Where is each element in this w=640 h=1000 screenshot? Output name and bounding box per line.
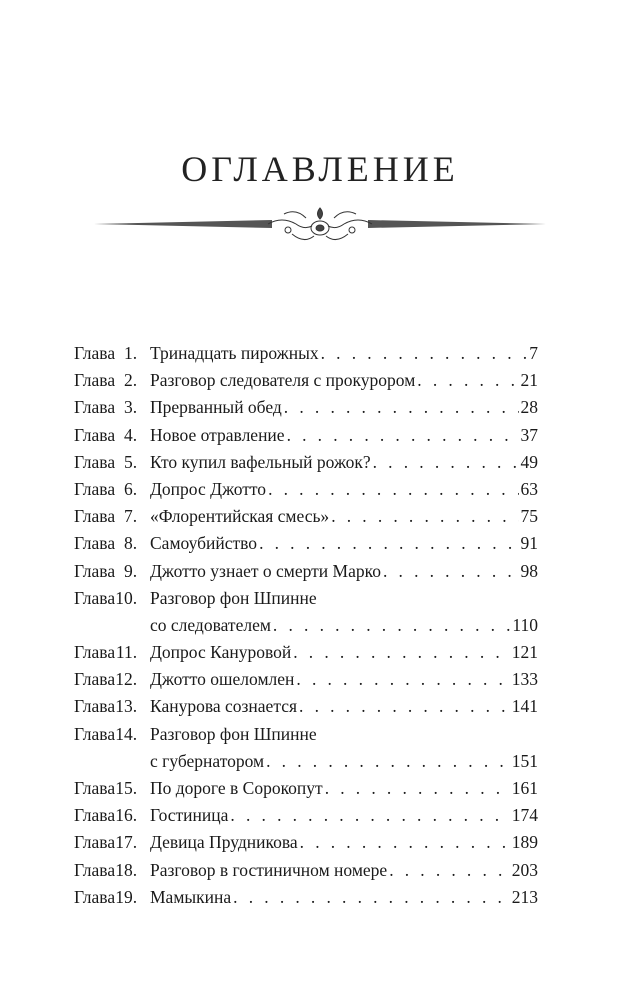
dot-leader bbox=[273, 612, 510, 639]
chapter-word: Глава bbox=[74, 424, 116, 445]
page-number: 7 bbox=[529, 343, 538, 363]
chapter-number: 8. bbox=[123, 533, 138, 554]
chapter-word: Глава bbox=[74, 642, 116, 663]
chapter-title: Новое отравление bbox=[150, 424, 285, 445]
toc-entry[interactable] bbox=[74, 530, 538, 557]
chapter-number: 17. bbox=[115, 832, 138, 853]
chapter-title: Джотто узнает о смерти Марко bbox=[150, 560, 381, 581]
chapter-number: 9. bbox=[123, 560, 138, 581]
chapter-title-line2: со следователем bbox=[150, 614, 271, 635]
chapter-number: 11. bbox=[115, 642, 138, 663]
chapter-number: 7. bbox=[123, 506, 138, 527]
toc-entry[interactable] bbox=[74, 802, 538, 829]
page-number: 28 bbox=[520, 397, 538, 418]
chapter-label bbox=[74, 340, 150, 367]
chapter-label bbox=[74, 802, 150, 829]
chapter-number: 14. bbox=[115, 723, 138, 744]
chapter-number: 13. bbox=[115, 696, 138, 717]
page-number: 213 bbox=[511, 886, 538, 907]
chapter-word: Глава bbox=[74, 506, 116, 527]
page-number: 63 bbox=[520, 478, 538, 499]
toc-entry[interactable] bbox=[74, 721, 538, 748]
chapter-label bbox=[74, 367, 150, 394]
chapter-label bbox=[74, 775, 150, 802]
dot-leader bbox=[284, 394, 519, 421]
chapter-word: Глава bbox=[74, 696, 116, 717]
chapter-label bbox=[74, 422, 150, 449]
chapter-title: Девица Прудникова bbox=[150, 832, 298, 853]
page-number: 121 bbox=[511, 642, 538, 663]
chapter-title: Мамыкина bbox=[150, 886, 232, 907]
dot-leader bbox=[266, 748, 510, 775]
dot-leader bbox=[293, 639, 510, 666]
dot-leader bbox=[230, 802, 509, 829]
page-number: 21 bbox=[520, 370, 538, 391]
chapter-word: Глава bbox=[74, 343, 116, 363]
chapter-title: Разговор следователя с прокурором bbox=[150, 370, 416, 391]
chapter-title: Разговор в гостиничном номере bbox=[150, 859, 388, 880]
chapter-number: 19. bbox=[115, 886, 138, 907]
chapter-word: Глава bbox=[74, 397, 116, 418]
table-of-contents bbox=[74, 340, 538, 911]
toc-entry[interactable] bbox=[74, 829, 538, 856]
toc-entry[interactable] bbox=[74, 394, 538, 421]
toc-entry-continuation[interactable] bbox=[74, 612, 538, 639]
toc-entry[interactable] bbox=[74, 367, 538, 394]
toc-entry[interactable] bbox=[74, 476, 538, 503]
dot-leader bbox=[299, 693, 510, 720]
dot-leader bbox=[321, 340, 528, 367]
page-number: 49 bbox=[520, 451, 538, 472]
toc-entry[interactable] bbox=[74, 449, 538, 476]
toc-entry[interactable] bbox=[74, 884, 538, 911]
toc-entry[interactable] bbox=[74, 639, 538, 666]
chapter-label bbox=[74, 394, 150, 421]
chapter-label bbox=[74, 884, 150, 911]
dot-leader bbox=[259, 530, 518, 557]
chapter-label bbox=[74, 666, 150, 693]
chapter-label bbox=[74, 829, 150, 856]
chapter-label bbox=[74, 693, 150, 720]
chapter-label bbox=[74, 585, 150, 612]
chapter-label bbox=[74, 558, 150, 585]
chapter-title: Допрос Кануровой bbox=[150, 642, 292, 663]
chapter-title: Джотто ошеломлен bbox=[150, 669, 295, 690]
chapter-number: 12. bbox=[115, 669, 138, 690]
chapter-word: Глава bbox=[74, 805, 116, 826]
chapter-number: 16. bbox=[115, 805, 138, 826]
toc-entry[interactable] bbox=[74, 775, 538, 802]
chapter-word: Глава bbox=[74, 587, 116, 608]
chapter-title: Разговор фон Шпинне bbox=[150, 587, 317, 608]
dot-leader bbox=[383, 558, 519, 585]
dot-leader bbox=[287, 422, 519, 449]
dot-leader bbox=[296, 666, 509, 693]
chapter-word: Глава bbox=[74, 832, 116, 853]
chapter-number: 1. bbox=[123, 343, 138, 363]
dot-leader bbox=[300, 829, 510, 856]
dot-leader bbox=[233, 884, 510, 911]
chapter-number: 10. bbox=[115, 587, 138, 608]
toc-entry[interactable] bbox=[74, 422, 538, 449]
dot-leader bbox=[325, 775, 510, 802]
toc-entry[interactable] bbox=[74, 666, 538, 693]
chapter-number: 15. bbox=[115, 778, 138, 798]
chapter-word: Глава bbox=[74, 859, 116, 880]
toc-entry[interactable] bbox=[74, 340, 538, 367]
chapter-title: Прерванный обед bbox=[150, 397, 282, 418]
dot-leader bbox=[268, 476, 518, 503]
chapter-label bbox=[74, 449, 150, 476]
dot-leader bbox=[373, 449, 519, 476]
chapter-number: 2. bbox=[123, 370, 138, 391]
dot-leader bbox=[417, 367, 518, 394]
chapter-title: Разговор фон Шпинне bbox=[150, 723, 317, 744]
chapter-word: Глава bbox=[74, 778, 116, 798]
dot-leader bbox=[331, 503, 518, 530]
chapter-word: Глава bbox=[74, 533, 116, 554]
chapter-title: Тринадцать пирожных bbox=[150, 343, 319, 363]
toc-entry-continuation[interactable] bbox=[74, 748, 538, 775]
chapter-title: Допрос Джотто bbox=[150, 478, 267, 499]
page-number: 203 bbox=[511, 859, 538, 880]
chapter-title: Канурова сознается bbox=[150, 696, 298, 717]
toc-entry[interactable] bbox=[74, 585, 538, 612]
page-title: ОГЛАВЛЕНИЕ bbox=[181, 149, 459, 189]
ornament-divider bbox=[92, 204, 548, 248]
chapter-title: Гостиница bbox=[150, 805, 229, 826]
chapter-label bbox=[74, 639, 150, 666]
chapter-label bbox=[74, 721, 150, 748]
chapter-word: Глава bbox=[74, 886, 116, 907]
chapter-word: Глава bbox=[74, 451, 116, 472]
toc-entry[interactable] bbox=[74, 503, 538, 530]
page-number: 133 bbox=[511, 669, 538, 690]
chapter-title: Кто купил вафельный рожок? bbox=[150, 451, 371, 472]
chapter-word: Глава bbox=[74, 723, 116, 744]
chapter-label bbox=[74, 857, 150, 884]
chapter-title: «Флорентийская смесь» bbox=[150, 506, 330, 527]
chapter-word: Глава bbox=[74, 370, 116, 391]
toc-entry[interactable] bbox=[74, 857, 538, 884]
toc-entry[interactable] bbox=[74, 558, 538, 585]
dot-leader bbox=[389, 857, 510, 884]
page-number: 189 bbox=[511, 832, 538, 853]
toc-entry[interactable] bbox=[74, 693, 538, 720]
page-number: 75 bbox=[520, 506, 538, 527]
page-number: 161 bbox=[511, 778, 538, 798]
chapter-number: 5. bbox=[123, 451, 138, 472]
chapter-number: 4. bbox=[123, 424, 138, 445]
chapter-number: 18. bbox=[115, 859, 138, 880]
page-number: 141 bbox=[511, 696, 538, 717]
page-number: 37 bbox=[520, 424, 538, 445]
chapter-title: По дороге в Сорокопут bbox=[150, 778, 323, 798]
chapter-number: 3. bbox=[123, 397, 138, 418]
chapter-title: Самоубийство bbox=[150, 533, 258, 554]
chapter-label bbox=[74, 476, 150, 503]
chapter-label bbox=[74, 503, 150, 530]
chapter-number: 6. bbox=[123, 478, 138, 499]
page-number: 174 bbox=[511, 805, 538, 826]
chapter-word: Глава bbox=[74, 669, 116, 690]
chapter-title-line2: с губернатором bbox=[150, 750, 265, 771]
page-number: 91 bbox=[520, 533, 538, 554]
page-number: 98 bbox=[520, 560, 538, 581]
chapter-label bbox=[74, 530, 150, 557]
chapter-word: Глава bbox=[74, 478, 116, 499]
chapter-word: Глава bbox=[74, 560, 116, 581]
page-number: 110 bbox=[512, 614, 538, 635]
page-number: 151 bbox=[511, 750, 538, 771]
